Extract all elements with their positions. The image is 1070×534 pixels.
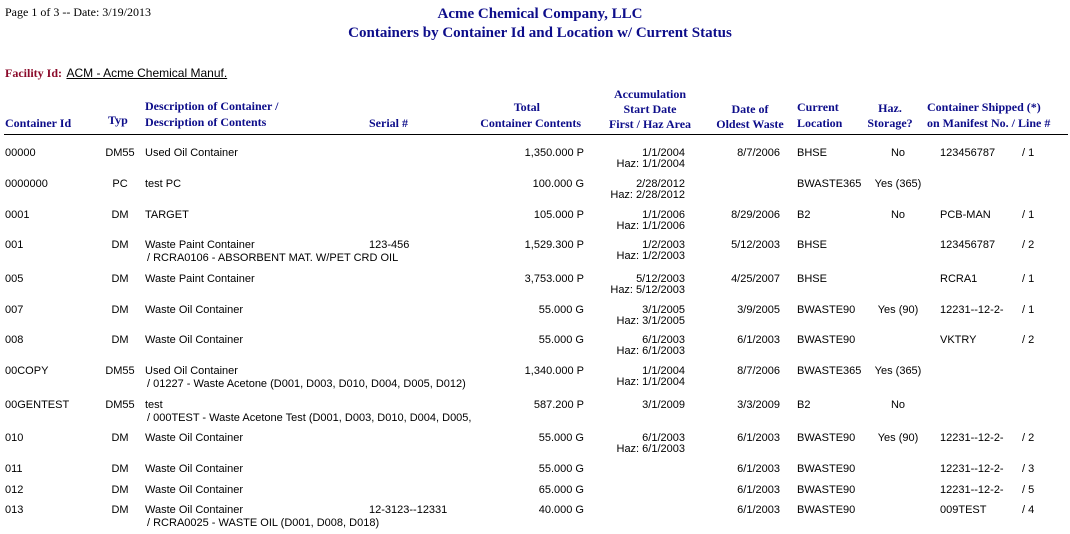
container-description: Waste Paint Container [145, 239, 255, 251]
accumulation-start: 5/12/2003 [636, 273, 685, 285]
contents-description: / 01227 - Waste Acetone (D001, D003, D010, D004, D005, D012) [147, 378, 466, 390]
current-location: BWASTE90 [797, 484, 856, 496]
header-description-1: Description of Container / [145, 99, 279, 113]
facility-row [5, 64, 227, 82]
manifest-line: / 1 [1022, 147, 1035, 159]
current-location: BWASTE90 [797, 304, 856, 316]
manifest-line: / 2 [1022, 334, 1035, 346]
manifest-number: 123456787 [940, 239, 996, 251]
manifest-line: / 3 [1022, 463, 1035, 475]
container-id: 00COPY [5, 365, 49, 377]
header-oldest-1: Date of [731, 102, 769, 116]
accumulation-start: 6/1/2003 [642, 334, 685, 346]
accumulation-start: 3/1/2005 [642, 304, 685, 316]
haz-storage: No [890, 399, 906, 411]
header-shipped-2: on Manifest No. / Line # [927, 116, 1051, 130]
oldest-waste-date: 6/1/2003 [737, 463, 780, 475]
accumulation-start: 6/1/2003 [642, 432, 685, 444]
container-id: 00GENTEST [5, 399, 70, 411]
container-id: 011 [5, 463, 23, 475]
current-location: BHSE [797, 147, 827, 159]
contents-description: / RCRA0106 - ABSORBENT MAT. W/PET CRD OIL [147, 252, 399, 264]
container-type: DM [111, 504, 129, 516]
container-type: DM55 [105, 365, 135, 377]
accumulation-start: 1/1/2006 [642, 209, 685, 221]
header-total-2: Container Contents [480, 116, 581, 130]
container-description: Waste Oil Container [145, 432, 244, 444]
header-accum-3: First / Haz Area [608, 117, 692, 131]
container-type: DM [111, 484, 129, 496]
haz-area-date: Haz: 3/1/2005 [616, 315, 685, 327]
header-haz-2: Storage? [867, 116, 913, 130]
table-row [0, 178, 1070, 208]
page-info: Page 1 of 3 -- Date: 3/19/2013 [5, 5, 151, 19]
container-type: DM [111, 209, 129, 221]
container-type: DM [111, 463, 129, 475]
container-id: 013 [5, 504, 24, 516]
container-id: 007 [5, 304, 24, 316]
accumulation-start: 3/1/2009 [642, 399, 685, 411]
total-contents: 100.000 G [532, 178, 584, 190]
container-description: Waste Oil Container [145, 304, 244, 316]
current-location: B2 [797, 399, 811, 411]
total-contents: 587.200 P [533, 399, 584, 411]
haz-area-date: Haz: 1/1/2004 [616, 376, 685, 388]
table-row [0, 209, 1070, 239]
table-row [0, 504, 1070, 534]
current-location: BWASTE90 [797, 463, 856, 475]
container-description: Waste Oil Container [145, 484, 244, 496]
table-row [0, 147, 1070, 177]
container-description: TARGET [145, 209, 189, 221]
total-contents: 1,529.300 P [524, 239, 584, 251]
manifest-number: VKTRY [940, 334, 977, 346]
table-row [0, 399, 1070, 429]
total-contents: 55.000 G [538, 334, 584, 346]
manifest-line: / 1 [1022, 209, 1035, 221]
header-location-1: Current [797, 100, 839, 114]
haz-storage: Yes (90) [877, 304, 919, 316]
container-description: Waste Oil Container [145, 463, 244, 475]
table-row [0, 365, 1070, 395]
manifest-number: 12231--12-2- [940, 484, 1004, 496]
haz-area-date: Haz: 1/1/2004 [616, 158, 685, 170]
container-description: Used Oil Container [145, 147, 238, 159]
manifest-number: 12231--12-2- [940, 304, 1004, 316]
container-type: PC [112, 178, 128, 190]
header-haz-1: Haz. [878, 101, 902, 115]
total-contents: 55.000 G [538, 432, 584, 444]
facility-value: ACM - Acme Chemical Manuf. [66, 66, 228, 80]
total-contents: 1,340.000 P [524, 365, 584, 377]
total-contents: 55.000 G [538, 463, 584, 475]
haz-area-date: Haz: 2/28/2012 [610, 189, 685, 201]
header-shipped-1: Container Shipped (*) [927, 100, 1041, 114]
oldest-waste-date: 8/7/2006 [737, 365, 780, 377]
header-container-id: Container Id [5, 116, 72, 130]
total-contents: 1,350.000 P [524, 147, 584, 159]
facility-label: Facility Id: [5, 66, 62, 80]
container-type: DM [111, 239, 129, 251]
total-contents: 40.000 G [538, 504, 584, 516]
container-description: Waste Oil Container [145, 504, 244, 516]
accumulation-start: 1/2/2003 [642, 239, 685, 251]
container-description: test [145, 399, 163, 411]
manifest-line: / 5 [1022, 484, 1035, 496]
haz-area-date: Haz: 1/2/2003 [616, 250, 685, 262]
container-id: 008 [5, 334, 24, 346]
header-oldest-2: Oldest Waste [716, 117, 784, 131]
haz-storage: Yes (365) [874, 178, 922, 190]
total-contents: 55.000 G [538, 304, 584, 316]
container-id: 0001 [5, 209, 30, 221]
oldest-waste-date: 6/1/2003 [737, 432, 780, 444]
current-location: BHSE [797, 239, 827, 251]
container-type: DM55 [105, 399, 135, 411]
container-id: 005 [5, 273, 24, 285]
container-type: DM [111, 432, 129, 444]
accumulation-start: 1/1/2004 [642, 365, 685, 377]
oldest-waste-date: 8/7/2006 [737, 147, 780, 159]
manifest-line: / 4 [1022, 504, 1035, 516]
manifest-number: 12231--12-2- [940, 432, 1004, 444]
manifest-number: 123456787 [940, 147, 996, 159]
haz-area-date: Haz: 6/1/2003 [616, 443, 685, 455]
manifest-line: / 1 [1022, 273, 1035, 285]
header-total-1: Total [513, 100, 540, 114]
table-row [0, 334, 1070, 364]
current-location: BWASTE365 [797, 178, 862, 190]
haz-storage: No [890, 147, 906, 159]
manifest-number: RCRA1 [940, 273, 978, 285]
table-row [0, 432, 1070, 462]
serial-number: 123-456 [369, 239, 410, 251]
oldest-waste-date: 6/1/2003 [737, 484, 780, 496]
accumulation-start: 1/1/2004 [642, 147, 685, 159]
table-row [0, 239, 1070, 269]
container-type: DM [111, 334, 129, 346]
haz-area-date: Haz: 1/1/2006 [616, 220, 685, 232]
container-type: DM [111, 304, 129, 316]
container-type: DM [111, 273, 129, 285]
oldest-waste-date: 3/9/2005 [737, 304, 780, 316]
manifest-number: PCB-MAN [940, 209, 991, 221]
header-typ: Typ [108, 113, 128, 127]
container-id: 012 [5, 484, 24, 496]
oldest-waste-date: 4/25/2007 [731, 273, 780, 285]
contents-description: / 000TEST - Waste Acetone Test (D001, D003, D010, D004, D005, [147, 412, 472, 424]
container-description: test PC [145, 178, 182, 190]
haz-storage: No [890, 209, 906, 221]
container-description: Waste Oil Container [145, 334, 244, 346]
container-id: 010 [5, 432, 24, 444]
accumulation-start: 2/28/2012 [636, 178, 685, 190]
header-location-2: Location [797, 116, 843, 130]
oldest-waste-date: 6/1/2003 [737, 504, 780, 516]
total-contents: 65.000 G [538, 484, 584, 496]
current-location: BWASTE90 [797, 432, 856, 444]
manifest-line: / 2 [1022, 432, 1035, 444]
manifest-line: / 1 [1022, 304, 1035, 316]
current-location: B2 [797, 209, 811, 221]
total-contents: 3,753.000 P [524, 273, 584, 285]
container-id: 001 [5, 239, 24, 251]
haz-storage: Yes (365) [874, 365, 922, 377]
report-title: Containers by Container Id and Location w/ Current Status [348, 25, 732, 41]
current-location: BWASTE90 [797, 334, 856, 346]
total-contents: 105.000 P [533, 209, 584, 221]
company-name: Acme Chemical Company, LLC [437, 6, 643, 22]
haz-area-date: Haz: 5/12/2003 [610, 284, 685, 296]
header-accum-1: Accumulation [614, 87, 686, 101]
container-description: Waste Paint Container [145, 273, 255, 285]
header-description-2: Description of Contents [145, 115, 267, 129]
manifest-number: 009TEST [940, 504, 987, 516]
manifest-line: / 2 [1022, 239, 1035, 251]
header-divider [4, 134, 1068, 135]
oldest-waste-date: 5/12/2003 [731, 239, 780, 251]
header-accum-2: Start Date [623, 102, 677, 116]
manifest-number: 12231--12-2- [940, 463, 1004, 475]
header-serial: Serial # [369, 116, 408, 130]
contents-description: / RCRA0025 - WASTE OIL (D001, D008, D018) [147, 517, 380, 529]
haz-storage: Yes (90) [877, 432, 919, 444]
oldest-waste-date: 6/1/2003 [737, 334, 780, 346]
table-row [0, 273, 1070, 303]
container-id: 0000000 [5, 178, 48, 190]
current-location: BHSE [797, 273, 827, 285]
serial-number: 12-3123--12331 [369, 504, 448, 516]
container-description: Used Oil Container [145, 365, 238, 377]
oldest-waste-date: 8/29/2006 [731, 209, 780, 221]
container-type: DM55 [105, 147, 135, 159]
table-row [0, 304, 1070, 334]
haz-area-date: Haz: 6/1/2003 [616, 345, 685, 357]
current-location: BWASTE90 [797, 504, 856, 516]
container-id: 00000 [5, 147, 36, 159]
current-location: BWASTE365 [797, 365, 862, 377]
oldest-waste-date: 3/3/2009 [737, 399, 780, 411]
